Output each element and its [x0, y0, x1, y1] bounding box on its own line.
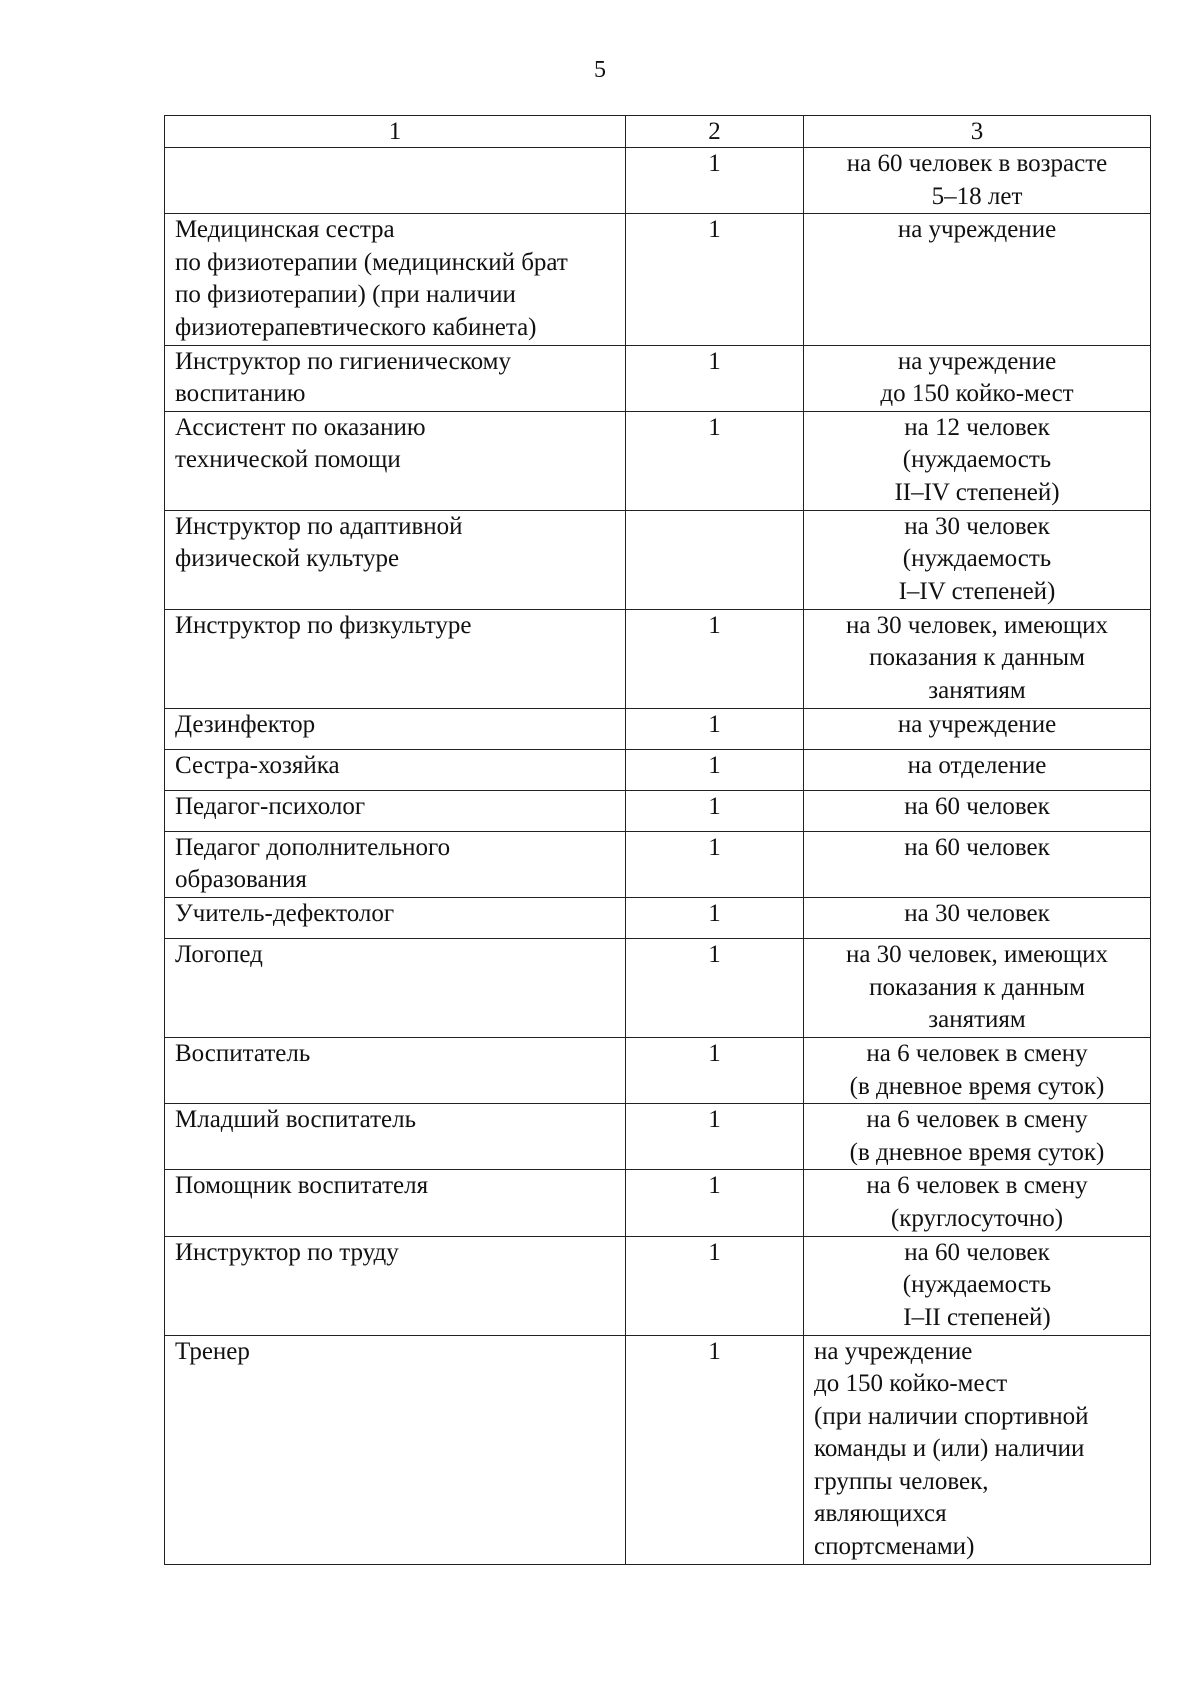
position-line: Дезинфектор	[175, 710, 316, 738]
column-header-2: 2	[626, 116, 804, 148]
table-row	[165, 1170, 1151, 1236]
norm-line: 5–18 лет	[931, 182, 1023, 210]
norm-line: занятиям	[928, 1006, 1026, 1034]
staffing-table	[164, 115, 1151, 1565]
table-row	[165, 897, 1151, 938]
table-row	[165, 345, 1151, 411]
table-row	[165, 938, 1151, 1037]
norm-line: I–II степеней)	[903, 1303, 1051, 1331]
norm-line: на 60 человек в возрасте	[846, 150, 1108, 177]
count-cell: 1	[626, 609, 804, 708]
position-line: по физиотерапии (медицинский брат	[175, 248, 568, 276]
position-cell	[165, 708, 626, 749]
count-cell: 1	[626, 749, 804, 790]
norm-cell	[804, 345, 1151, 411]
norm-line: на 60 человек	[904, 1238, 1050, 1266]
count-cell	[626, 510, 804, 609]
table-row	[165, 831, 1151, 897]
norm-line: на 6 человек в смену	[866, 1039, 1088, 1067]
position-line: по физиотерапии) (при наличии	[175, 281, 516, 309]
position-cell	[165, 897, 626, 938]
position-cell	[165, 345, 626, 411]
table-row	[165, 214, 1151, 345]
position-line: Педагог-психолог	[175, 792, 366, 820]
column-header-1: 1	[165, 116, 626, 148]
norm-line: на учреждение	[897, 216, 1057, 244]
table-row	[165, 1104, 1151, 1170]
norm-cell	[804, 510, 1151, 609]
position-cell	[165, 1335, 626, 1564]
norm-line: I–IV степеней)	[898, 577, 1056, 605]
norm-cell	[804, 938, 1151, 1037]
norm-cell	[804, 1170, 1151, 1236]
position-cell	[165, 1236, 626, 1335]
norm-cell	[804, 749, 1151, 790]
position-line: Помощник воспитателя	[175, 1172, 429, 1200]
position-cell	[165, 749, 626, 790]
norm-line: (круглосуточно)	[890, 1204, 1064, 1232]
count-cell: 1	[626, 1170, 804, 1236]
norm-line: II–IV степеней)	[894, 478, 1060, 506]
norm-line: на 30 человек	[904, 512, 1050, 540]
count-cell: 1	[626, 1236, 804, 1335]
position-line: Инструктор по труду	[175, 1238, 399, 1266]
norm-line: на 12 человек	[904, 413, 1050, 441]
count-cell: 1	[626, 411, 804, 510]
norm-line: на 6 человек в смену	[866, 1106, 1088, 1134]
norm-line: на 60 человек	[904, 833, 1050, 861]
table-row	[165, 411, 1151, 510]
position-line: Инструктор по физкультуре	[175, 611, 472, 639]
table-row	[165, 790, 1151, 831]
position-cell	[165, 510, 626, 609]
norm-line: на отделение	[907, 751, 1047, 779]
norm-cell	[804, 831, 1151, 897]
count-cell: 1	[626, 897, 804, 938]
position-line: физиотерапевтического кабинета)	[175, 313, 537, 341]
norm-line: на учреждение	[814, 1337, 973, 1365]
norm-line: команды и (или) наличии	[814, 1435, 1085, 1463]
position-cell	[165, 148, 626, 214]
position-cell	[165, 1037, 626, 1103]
position-cell	[165, 831, 626, 897]
norm-line: до 150 койко-мест	[880, 380, 1074, 408]
norm-line: спортсменами)	[814, 1533, 975, 1561]
position-line: воспитанию	[175, 380, 306, 408]
norm-line: на 6 человек в смену	[866, 1172, 1088, 1200]
norm-line: на 30 человек, имеющих	[845, 940, 1109, 968]
norm-line: на учреждение	[897, 347, 1057, 375]
norm-cell	[804, 1104, 1151, 1170]
position-line: Сестра-хозяйка	[175, 751, 340, 779]
table-row	[165, 148, 1151, 214]
position-line: образования	[175, 866, 307, 894]
count-cell: 1	[626, 790, 804, 831]
position-line: Учитель-дефектолог	[175, 899, 395, 927]
norm-line: (в дневное время суток)	[849, 1072, 1105, 1100]
norm-line: группы человек,	[814, 1467, 989, 1495]
norm-line: показания к данным	[869, 973, 1085, 1001]
norm-line: (нуждаемость	[902, 545, 1052, 573]
norm-line: (нуждаемость	[902, 1271, 1052, 1299]
position-line: Медицинская сестра	[175, 216, 395, 244]
norm-line: на 60 человек	[904, 792, 1050, 820]
norm-line: (нуждаемость	[902, 446, 1052, 474]
position-cell	[165, 1104, 626, 1170]
position-line: физической культуре	[175, 545, 400, 573]
column-header-3: 3	[804, 116, 1151, 148]
norm-line: являющихся	[814, 1500, 947, 1528]
norm-line: на учреждение	[897, 710, 1057, 738]
norm-cell	[804, 1236, 1151, 1335]
position-line: Тренер	[175, 1337, 250, 1365]
position-cell	[165, 790, 626, 831]
norm-cell	[804, 214, 1151, 345]
norm-line: до 150 койко-мест	[814, 1370, 1008, 1398]
position-cell	[165, 609, 626, 708]
norm-line: на 30 человек	[904, 899, 1050, 927]
count-cell: 1	[626, 214, 804, 345]
table-row	[165, 749, 1151, 790]
norm-line: (в дневное время суток)	[849, 1138, 1105, 1166]
count-cell: 1	[626, 345, 804, 411]
norm-cell	[804, 897, 1151, 938]
count-cell: 1	[626, 1104, 804, 1170]
norm-line: на 30 человек, имеющих	[845, 611, 1109, 639]
norm-cell	[804, 609, 1151, 708]
norm-cell	[804, 148, 1151, 214]
table-row	[165, 609, 1151, 708]
count-cell: 1	[626, 831, 804, 897]
position-line: технической помощи	[175, 446, 401, 474]
count-cell: 1	[626, 708, 804, 749]
norm-cell	[804, 1335, 1151, 1564]
position-cell	[165, 214, 626, 345]
position-line: Ассистент по оказанию	[175, 413, 426, 441]
norm-line: показания к данным	[869, 644, 1085, 672]
table-row	[165, 1335, 1151, 1564]
position-line: Педагог дополнительного	[175, 833, 451, 861]
position-line: Логопед	[175, 940, 263, 968]
position-line: Инструктор по адаптивной	[175, 512, 463, 540]
count-cell: 1	[626, 938, 804, 1037]
norm-line: (при наличии спортивной	[814, 1402, 1089, 1430]
table-row	[165, 510, 1151, 609]
position-cell	[165, 1170, 626, 1236]
position-line: Воспитатель	[175, 1039, 311, 1067]
count-cell: 1	[626, 1335, 804, 1564]
table-header-row	[165, 116, 1151, 148]
count-cell: 1	[626, 148, 804, 214]
count-cell: 1	[626, 1037, 804, 1103]
norm-cell	[804, 411, 1151, 510]
norm-line: занятиям	[928, 676, 1026, 704]
norm-cell	[804, 790, 1151, 831]
position-cell	[165, 411, 626, 510]
position-line: Инструктор по гигиеническому	[175, 347, 511, 375]
position-line: Младший воспитатель	[175, 1106, 416, 1134]
table-row	[165, 1037, 1151, 1103]
table-row	[165, 1236, 1151, 1335]
table-row	[165, 708, 1151, 749]
norm-cell	[804, 1037, 1151, 1103]
position-cell	[165, 938, 626, 1037]
page-number: 5	[594, 57, 606, 83]
norm-cell	[804, 708, 1151, 749]
